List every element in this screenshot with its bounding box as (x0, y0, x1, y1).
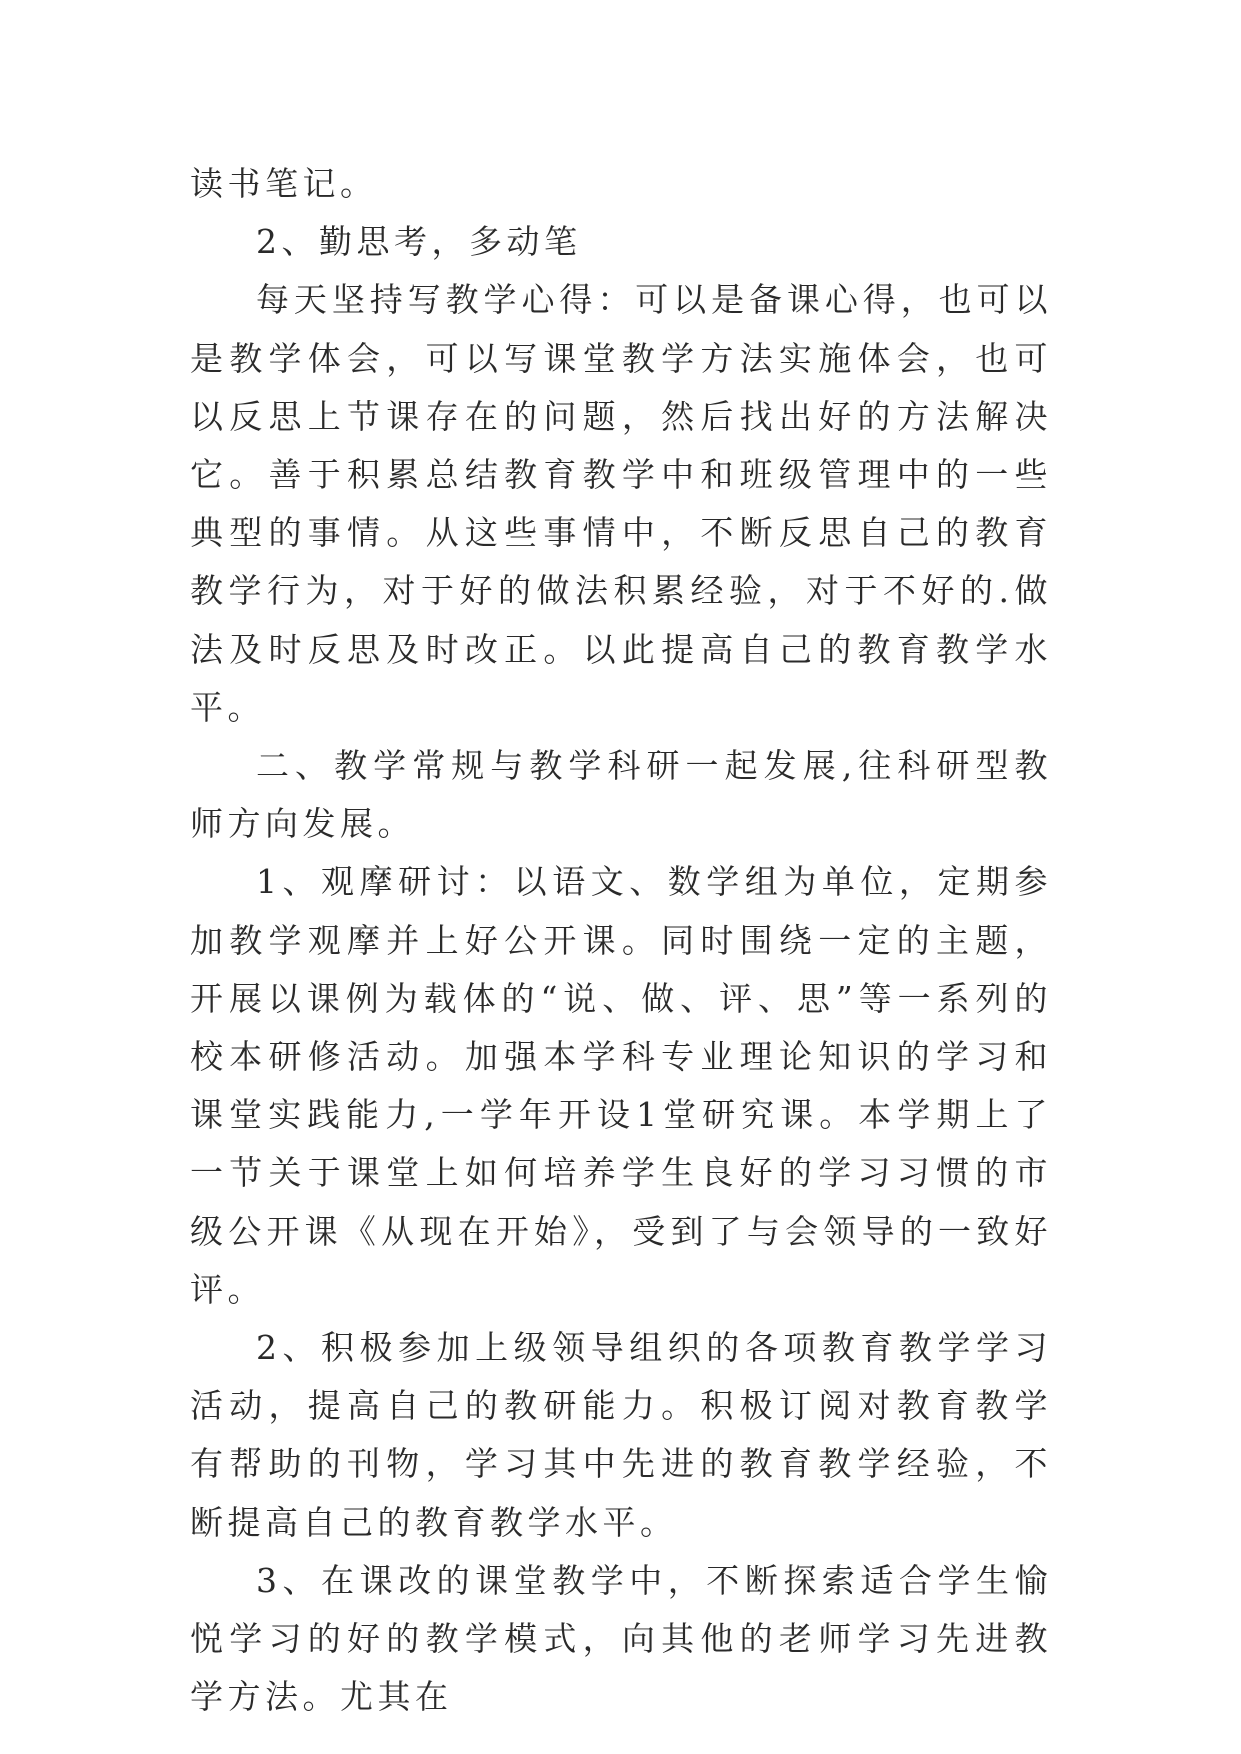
paragraph: 2、勤思考，多动笔 (256, 222, 582, 262)
paragraph: 每天坚持写教学心得：可以是备课心得，也可以是教学体会，可以写课堂教学方法实施体会，也可以反思上节课存在的问题，然后找出好的方法解决它。善于积累总结教育教学中和班级管理中的一些典型的事情。从这些事情中，不断反思自己的教育教学行为，对于好的做法积累经验，对于不好的.做法及时反思及时改正。以此提高自己的教育教学水平。 (190, 280, 1052, 727)
paragraph: 3、在课改的课堂教学中，不断探索适合学生愉悦学习的好的教学模式，向其他的老师学习先进教学方法。尤其在 (190, 1560, 1052, 1717)
paragraph: 二、教学常规与教学科研一起发展,往科研型教师方向发展。 (190, 746, 1052, 844)
paragraph: 2、积极参加上级领导组织的各项教育教学学习活动，提高自己的教研能力。积极订阅对教育教学有帮助的刊物，学习其中先进的教育教学经验，不断提高自己的教育教学水平。 (190, 1328, 1052, 1542)
paragraph: 读书笔记。 (190, 164, 378, 203)
paragraph: 1、观摩研讨：以语文、数学组为单位，定期参加教学观摩并上好公开课。同时围绕一定的主题，开展以课例为载体的“说、做、评、思”等一系列的校本研修活动。加强本学科专业理论知识的学习和课堂实践能力,一学年开设1堂研究课。本学期上了一节关于课堂上如何培养学生良好的学习习惯的市级公开课《从现在开始》，受到了与会领导的一致好评。 (190, 862, 1052, 1309)
document-body (190, 155, 1052, 1726)
